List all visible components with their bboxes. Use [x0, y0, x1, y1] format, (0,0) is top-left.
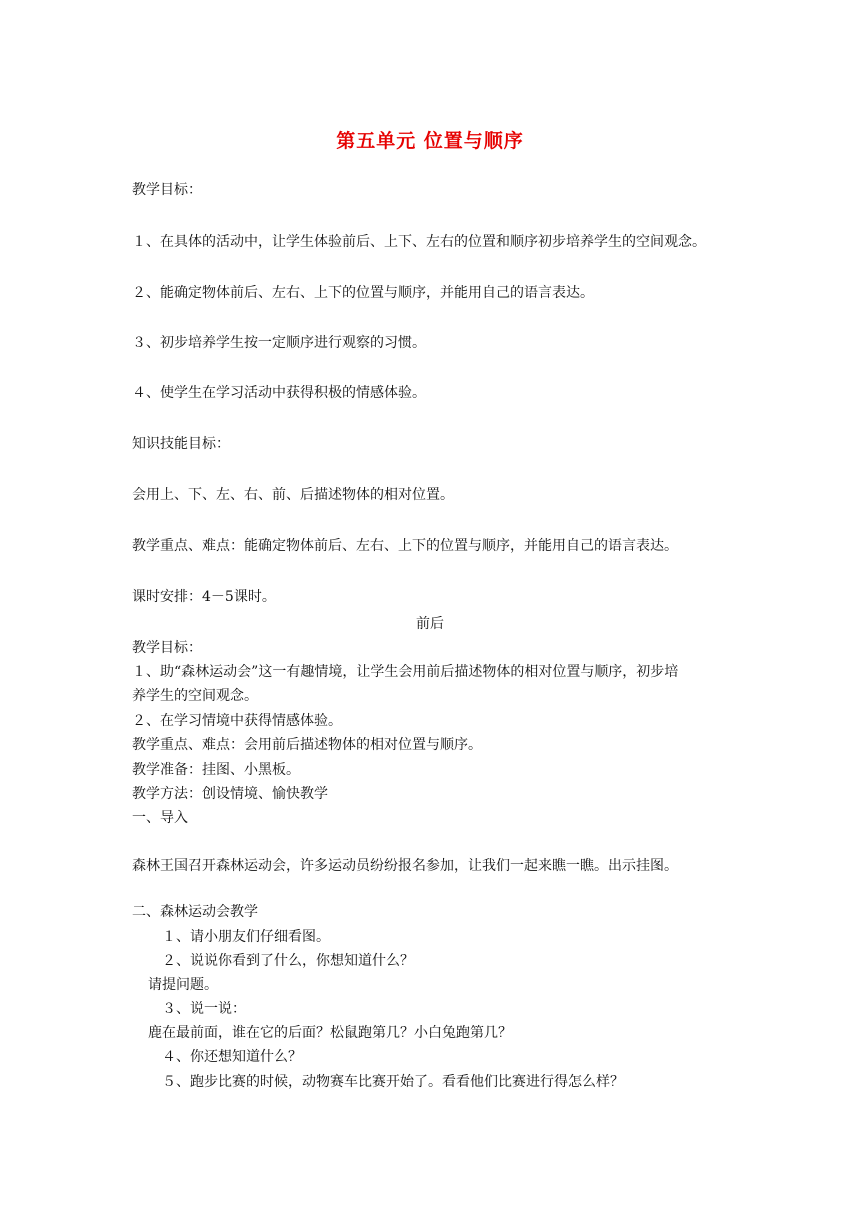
section-heading-teaching-goals: 教学目标： [132, 182, 202, 198]
lesson-method: 教学方法：创设情境、愉快教学 [132, 786, 328, 802]
lesson-goal-1-line-1: １、助“森林运动会”这一有趣情境，让学生会用前后描述物体的相对位置与顺序，初步培 [132, 664, 679, 680]
lesson-preparation: 教学准备：挂图、小黑板。 [132, 762, 300, 778]
lesson-subtitle: 前后 [416, 616, 444, 632]
step-1: １、请小朋友们仔细看图。 [162, 929, 330, 945]
skill-goal-text: 会用上、下、左、右、前、后描述物体的相对位置。 [132, 487, 454, 503]
key-points-text: 教学重点、难点：能确定物体前后、左右、上下的位置与顺序，并能用自己的语言表达。 [132, 538, 678, 554]
schedule-text: 课时安排：4－5课时。 [132, 589, 276, 605]
step-2-note: 请提问题。 [148, 977, 218, 993]
goal-item-3: ３、初步培养学生按一定顺序进行观察的习惯。 [132, 335, 426, 351]
step-4: ４、你还想知道什么？ [162, 1049, 302, 1065]
goal-item-2: ２、能确定物体前后、左右、上下的位置与顺序，并能用自己的语言表达。 [132, 285, 594, 301]
step-5: ５、跑步比赛的时候，动物赛车比赛开始了。看看他们比赛进行得怎么样？ [162, 1074, 624, 1090]
section-intro-heading: 一、导入 [132, 810, 188, 826]
intro-text: 森林王国召开森林运动会，许多运动员纷纷报名参加，让我们一起来瞧一瞧。出示挂图。 [132, 858, 678, 874]
step-2: ２、说说你看到了什么，你想知道什么？ [162, 953, 414, 969]
lesson-key-points: 教学重点、难点：会用前后描述物体的相对位置与顺序。 [132, 737, 482, 753]
section-heading-skill-goals: 知识技能目标： [132, 436, 230, 452]
lesson-goals-heading: 教学目标： [132, 640, 202, 656]
lesson-goal-2: ２、在学习情境中获得情感体验。 [132, 713, 342, 729]
lesson-goal-1-line-2: 养学生的空间观念。 [132, 688, 258, 704]
step-3-questions: 鹿在最前面，谁在它的后面？松鼠跑第几？小白兔跑第几？ [148, 1025, 512, 1041]
step-3: ３、说一说： [162, 1001, 246, 1017]
document-title: 第五单元 位置与顺序 [336, 130, 524, 152]
goal-item-4: ４、使学生在学习活动中获得积极的情感体验。 [132, 385, 426, 401]
section-forest-games-heading: 二、森林运动会教学 [132, 904, 258, 920]
goal-item-1: １、在具体的活动中，让学生体验前后、上下、左右的位置和顺序初步培养学生的空间观念。 [132, 234, 706, 250]
